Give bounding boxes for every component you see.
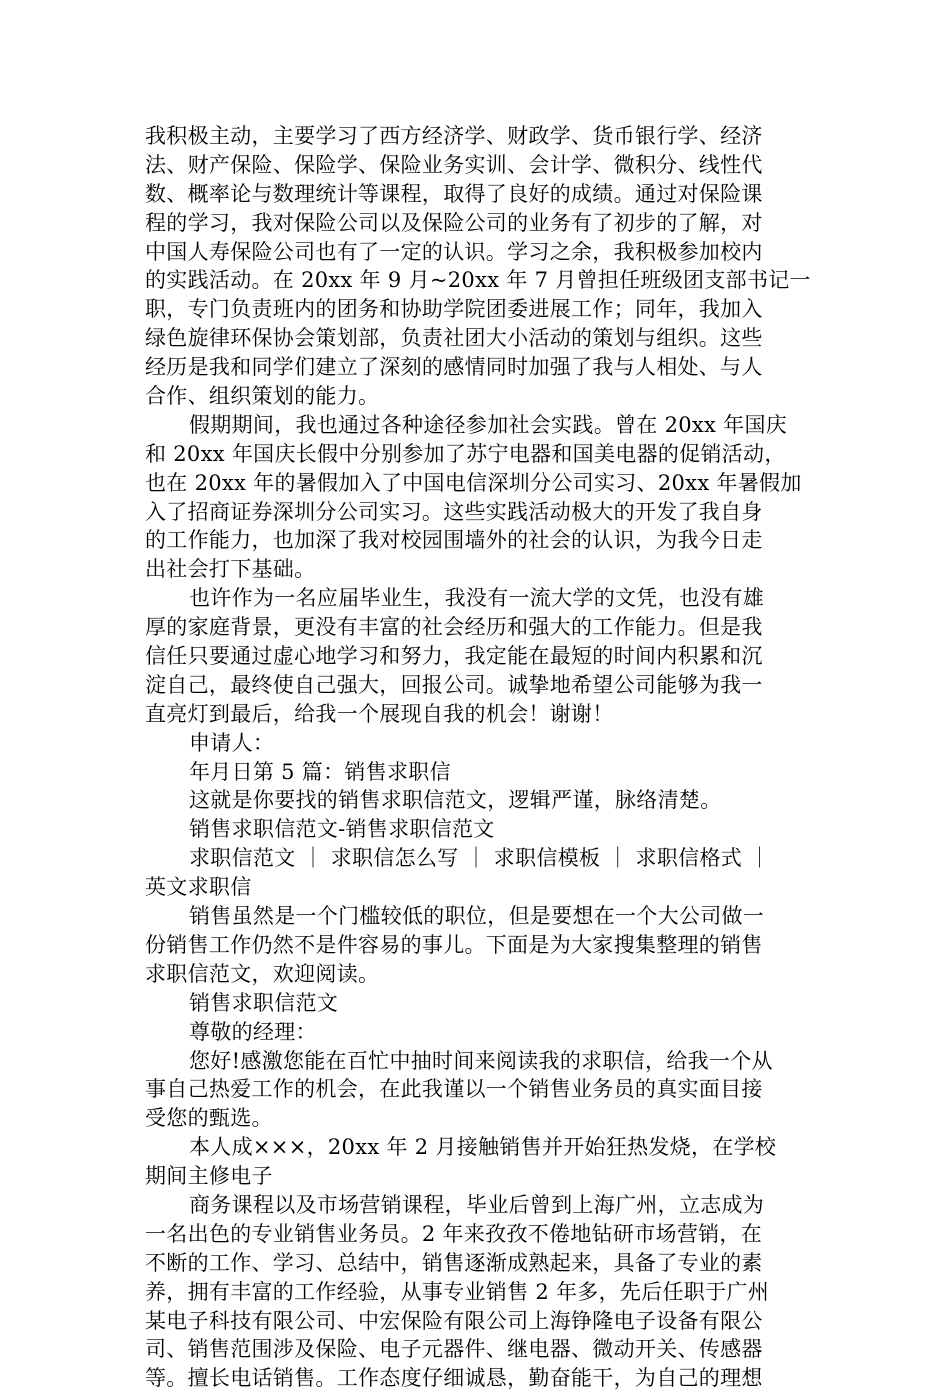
text-line: 不断的工作、学习、总结中，销售逐渐成熟起来，具备了专业的素	[145, 1250, 763, 1275]
text-line: 程的学习，我对保险公司以及保险公司的业务有了初步的了解，对	[145, 210, 763, 235]
text-line: 事自己热爱工作的机会，在此我谨以一个销售业务员的真实面目接	[145, 1077, 763, 1102]
text-line: 份销售工作仍然不是件容易的事儿。下面是为大家搜集整理的销售	[145, 932, 763, 957]
text-line: 厚的家庭背景，更没有丰富的社会经历和强大的工作能力。但是我	[145, 615, 763, 640]
text-line: 您好!感激您能在百忙中抽时间来阅读我的求职信，给我一个从	[189, 1048, 773, 1073]
text-line: 假期期间，我也通过各种途径参加社会实践。曾在 20xx 年国庆	[189, 412, 788, 437]
text-line: 数、概率论与数理统计等课程，取得了良好的成绩。通过对保险课	[145, 181, 763, 206]
text-line: 养，拥有丰富的工作经验，从事专业销售 2 年多，先后任职于广州	[145, 1279, 770, 1304]
text-line: 也在 20xx 年的暑假加入了中国电信深圳分公司实习、20xx 年暑假加	[145, 470, 802, 495]
text-line: 的工作能力，也加深了我对校园围墙外的社会的认识，为我今日走	[145, 528, 763, 553]
text-line: 司、销售范围涉及保险、电子元器件、继电器、微动开关、传感器	[145, 1337, 763, 1362]
text-line: 也许作为一名应届毕业生，我没有一流大学的文凭，也没有雄	[189, 586, 765, 611]
text-line: 尊敬的经理：	[189, 1019, 317, 1044]
text-line: 销售求职信范文-销售求职信范文	[189, 817, 495, 842]
text-line: 这就是你要找的销售求职信范文，逻辑严谨，脉络清楚。	[189, 788, 722, 813]
text-line: 的实践活动。在 20xx 年 9 月~20xx 年 7 月曾担任班级团支部书记一	[145, 268, 811, 293]
text-line: 法、财产保险、保险学、保险业务实训、会计学、微积分、线性代	[145, 152, 763, 177]
text-line: 入了招商证券深圳分公司实习。这些实践活动极大的开发了我自身	[145, 499, 763, 524]
text-line: 等。擅长电话销售。工作态度仔细诚恳，勤奋能干，为自己的理想	[145, 1366, 763, 1391]
text-line: 求职信范文 ｜ 求职信怎么写 ｜ 求职信模板 ｜ 求职信格式 ｜	[189, 846, 771, 871]
document-body	[145, 122, 811, 1393]
text-line: 某电子科技有限公司、中宏保险有限公司上海铮隆电子设备有限公	[145, 1308, 763, 1333]
text-line: 本人成×××，20xx 年 2 月接触销售并开始狂热发烧，在学校	[189, 1135, 777, 1160]
text-line: 年月日第 5 篇：销售求职信	[189, 759, 451, 784]
text-line: 职，专门负责班内的团务和协助学院团委进展工作；同年，我加入	[145, 297, 763, 322]
text-line: 中国人寿保险公司也有了一定的认识。学习之余，我积极参加校内	[145, 239, 763, 264]
text-line: 商务课程以及市场营销课程，毕业后曾到上海广州，立志成为	[189, 1192, 765, 1217]
text-line: 销售求职信范文	[189, 990, 339, 1015]
text-line: 英文求职信	[145, 875, 252, 900]
text-line: 淀自己，最终使自己强大，回报公司。诚挚地希望公司能够为我一	[145, 672, 763, 697]
text-line: 和 20xx 年国庆长假中分别参加了苏宁电器和国美电器的促销活动，	[145, 441, 786, 466]
text-line: 销售虽然是一个门槛较低的职位，但是要想在一个大公司做一	[189, 904, 765, 929]
text-line: 受您的甄选。	[145, 1106, 273, 1131]
text-line: 出社会打下基础。	[145, 557, 316, 582]
text-line: 直亮灯到最后，给我一个展现自我的机会！谢谢！	[145, 701, 614, 726]
text-line: 我积极主动，主要学习了西方经济学、财政学、货币银行学、经济	[145, 124, 763, 148]
text-line: 一名出色的专业销售业务员。2 年来孜孜不倦地钻研市场营销，在	[145, 1221, 763, 1246]
text-line: 信任只要通过虚心地学习和努力，我定能在最短的时间内积累和沉	[145, 644, 763, 669]
text-line: 申请人：	[189, 730, 275, 755]
text-line: 求职信范文，欢迎阅读。	[145, 961, 380, 986]
text-line: 期间主修电子	[145, 1164, 273, 1189]
text-line: 绿色旋律环保协会策划部，负责社团大小活动的策划与组织。这些	[145, 326, 763, 351]
text-line: 经历是我和同学们建立了深刻的感情同时加强了我与人相处、与人	[145, 355, 763, 380]
text-line: 合作、组织策划的能力。	[145, 384, 380, 409]
